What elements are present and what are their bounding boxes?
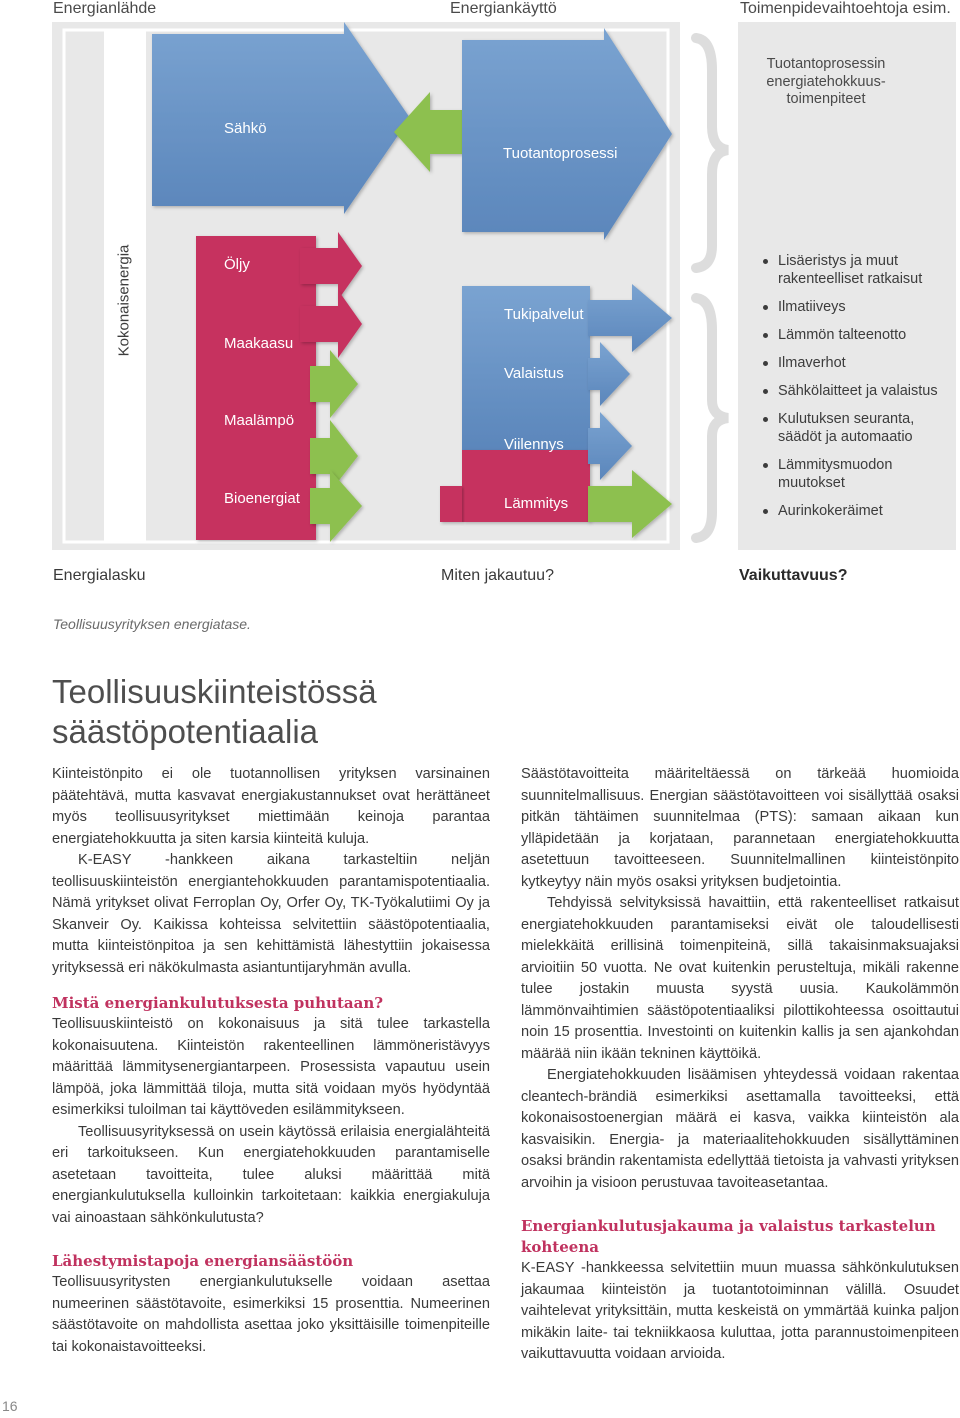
article-title: Teollisuuskiinteistössä säästöpotentiaalia	[52, 673, 377, 750]
section-heading: Energiankulutusjakauma ja valaistus tarkastelun kohteena	[521, 1217, 936, 1256]
measure-item: Lisäeristys ja muut rakenteelliset ratkaisut	[760, 252, 956, 288]
paragraph: Energiatehokkuuden lisäämisen yhteydessä voidaan rakentaa cleantech-brändiä esimerkiksi asettamalla tavoitteeksi, että kokonaisostoenergian määrä ei kasva, vaikka kiinteistön ala kasvaisikin. Energia- ja materiaalitehokkuuden sisällyttäminen osaksi brändin rakentamista edellyttää tietoista ja vahvasti yrityksen arvoihin ja visioon perustuvaa tavoiteasetantaa.	[521, 1067, 959, 1191]
measure-item: Sähkölaitteet ja valaistus	[760, 382, 956, 400]
measure-item: Ilmatiiveys	[760, 298, 956, 316]
paragraph: Tehdyissä selvityksissä havaittiin, että rakenteelliset ratkaisut energiatehokkuuden parantamiseksi eivät ole taloudellisesti mielekkäitä erillisinä toimenpiteinä, sillä takaisinmaksuajaksi arvioitiin 50 vuotta. Ne ovat kuitenkin perusteltuja, mikäli rakenne tulee jostakin muusta syystä uusia. Kaukolämmön lämmönvaihtimien säästöpotentiaaliksi pilottikohteessa osoittautui noin 15 prosenttia. Investointi on kuitenkin kallis ja sen ajankohdan määrää niin ikään tekninen käyttöikä.	[521, 895, 959, 1062]
right-top-label: Tuotantoprosessin energiatehokkuus-toimenpiteet	[766, 56, 886, 107]
measure-item: Lämmön talteenotto	[760, 326, 956, 344]
header-energiankaytto: Energiankäyttö	[450, 0, 557, 17]
paragraph: Kiinteistönpito ei ole tuotannollisen yrityksen varsinainen päätehtävä, mutta kasvavat energiakustannukset ovat herättäneet myös teollisuusyritykset miettimään keinoja parantaa energiatehokkuutta ja siten karsia kiinteitä kuluja.	[52, 766, 490, 847]
lammitys-feed-arrow	[440, 486, 462, 522]
paragraph: Säästötavoitteita määriteltäessä on tärkeää huomioida suunnitelmallisuus. Energian säästötavoitteen voi sisällyttää osaksi pitkän tähtäimen suunnitelmaa (PTS): samaan aikaan kun ylläpidetään ja korjataan, parannetaan energiatehokkuutta asetettuun tavoitteeseen. Suunnitelmallinen kiinteistönpito kytkeytyy näin myös osaksi yrityksen budjetointia.	[521, 766, 959, 890]
measure-item: Ilmaverhot	[760, 354, 956, 372]
label-sahko: Sähkö	[224, 120, 267, 137]
label-tuotantoprosessi: Tuotantoprosessi	[503, 145, 618, 162]
measure-item: Kulutuksen seuranta, säädöt ja automaatio	[760, 410, 956, 446]
paragraph: K-EASY -hankkeessa selvitettiin muun muassa sähkönkulutuksen jakaumaa kiinteistön ja tuotantotoiminnan välillä. Osuudet vaihtelevat yrityksittäin, mutta keskeistä on ymmärtää kuinka paljon mikäkin laite- tai tekniikkaosa kuluttaa, jotta parannustoimenpiteen vaikuttavuutta voidaan arvioida.	[521, 1260, 959, 1362]
bottom-vaikuttavuus: Vaikuttavuus?	[739, 567, 848, 584]
left-column	[52, 764, 490, 1358]
label-viilennys: Viilennys	[504, 436, 564, 453]
label-valaistus: Valaistus	[504, 365, 564, 382]
right-column	[521, 764, 959, 1366]
header-energianlahde: Energianlähde	[53, 0, 157, 17]
measure-item: Lämmitysmuodon muutokset	[760, 456, 956, 492]
paragraph: Teollisuuskiinteistö on kokonaisuus ja sitä tulee tarkastella kokonaisuutena. Kiinteistön rakenteellinen lämmöneristävyys määrittää lämmitysenergiantarpeen. Prosessista vapautuu usein lämpöä, joka lämmittää tiloja, mutta sitä voidaan myös hyödyntää esimerkiksi tuloilman tai käyttöveden esilämmitykseen.	[52, 1016, 490, 1118]
section-heading: Mistä energiankulutuksesta puhutaan?	[52, 994, 384, 1012]
header-toimenpiteet: Toimenpidevaihtoehtoja esim.	[740, 0, 951, 17]
paragraph: Teollisuusyrityksessä on usein käytössä erilaisia energialähteitä eri tarkoitukseen. Kun energiatehokkuuden parantamiselle asetetaan tavoitteita, tulee aluksi määrittää mitä energiankulutuksella kulloinkin tarkoitetaan: kaikkia energiakuluja vai ainoastaan sähkönkulutusta?	[52, 1123, 490, 1226]
figure-caption: Teollisuusyrityksen energiatase.	[53, 616, 251, 632]
bottom-miten-jakautuu: Miten jakautuu?	[441, 567, 554, 584]
label-oljy: Öljy	[224, 256, 250, 273]
brace-bottom	[696, 298, 728, 538]
measure-item: Aurinkokeräimet	[760, 502, 956, 520]
paragraph: Teollisuusyritysten energiankulutukselle voidaan asettaa numeerinen säästötavoite, esimerkiksi 15 prosenttia. Numeerinen säästötavoite on mahdollista asettaa joko yksittäisille toimenpiteille tai kokonaistavoitteeksi.	[52, 1274, 490, 1355]
section-heading: Lähestymistapoja energiansäästöön	[52, 1252, 354, 1270]
label-tukipalvelut: Tukipalvelut	[504, 306, 584, 323]
measures-list	[760, 252, 956, 530]
label-bioenergiat: Bioenergiat	[224, 490, 300, 507]
brace-top	[696, 38, 728, 268]
paragraph: K-EASY -hankkeen aikana tarkasteltiin neljän teollisuuskiinteistön energiantehokkuuden parantamispotentiaalia. Nämä yritykset olivat Ferroplan Oy, Orfer Oy, TK-Työkalutiimi Oy ja Skanveir Oy. Kaikissa kohteissa selvitettiin säästöpotentiaalia, mutta kiinteistönpitoa ja sen kehittämistä lähestyttiin jokaisessa yrityksessä eri näkökulmasta asiantuntijaryhmän avulla.	[52, 852, 490, 976]
label-lammitys: Lämmitys	[504, 495, 569, 512]
bottom-energialasku: Energialasku	[53, 567, 146, 584]
label-maakaasu: Maakaasu	[224, 335, 294, 352]
page-number: 16	[2, 1398, 18, 1414]
label-maalampo: Maalämpö	[224, 412, 295, 429]
side-label-kokonaisenergia: Kokonaisenergia	[115, 244, 133, 357]
